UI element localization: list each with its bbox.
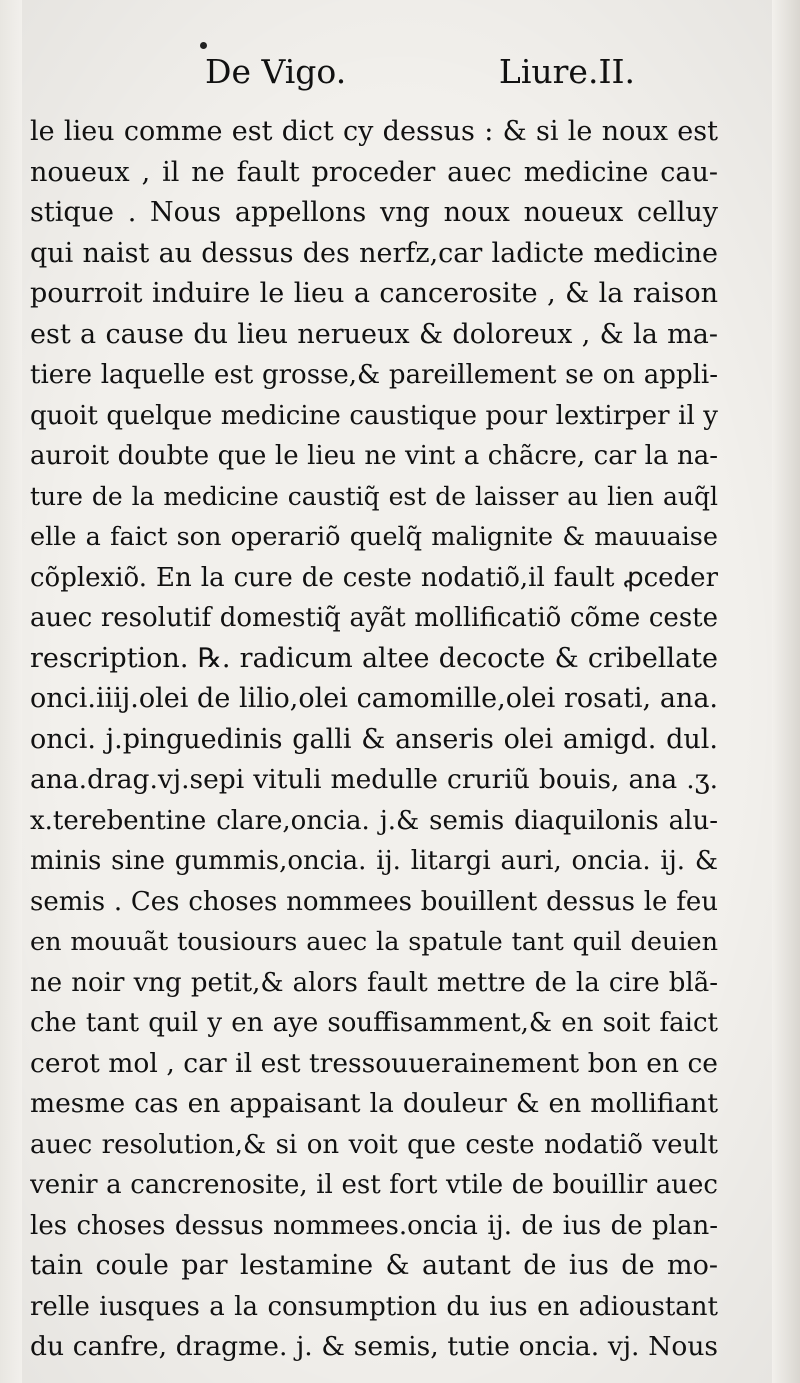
text-line: quoit quelque medicine caustique pour lextirper il y <box>30 400 718 431</box>
text-line: cõplexiõ. En la cure de ceste nodatiõ,il fault ꝓceder <box>30 562 718 593</box>
text-line: les choses dessus nommees.oncia ij. de ius de plan- <box>30 1210 718 1241</box>
page-header <box>205 52 635 102</box>
text-line: che tant quil y en aye souffisamment,& en soit faict <box>30 1008 718 1038</box>
text-line: onci. j.pinguedinis galli & anseris olei amigd. dul. <box>30 723 718 755</box>
text-line: en mouuãt tousiours auec la spatule tant quil deuien <box>30 927 718 957</box>
book-number: Liure.II. <box>498 52 635 91</box>
page-gutter-shadow <box>0 0 22 1383</box>
running-title: De Vigo. <box>205 52 347 91</box>
text-line: minis sine gummis,oncia. ij. litargi auri, oncia. ij. & <box>30 846 718 876</box>
text-line: venir a cancrenosite, il est fort vtile de bouillir auec <box>30 1170 718 1200</box>
text-line: rescription. ℞. radicum altee decocte & cribellate <box>30 642 718 674</box>
text-line: elle a faict son operariõ quelq̃ malignite & mauuaise <box>30 522 718 552</box>
text-line: mesme cas en appaisant la douleur & en mollifiant <box>30 1088 718 1119</box>
text-line: x.terebentine clare,oncia. j.& semis diaquilonis alu- <box>30 805 718 836</box>
text-line: tiere laquelle est grosse,& pareillement se on appli- <box>30 360 718 390</box>
page-edge-shadow <box>772 0 800 1383</box>
text-line: tain coule par lestamine & autant de ius de mo- <box>30 1250 718 1281</box>
text-line: auroit doubte que le lieu ne vint a chãcre, car la na- <box>30 441 718 471</box>
text-line: stique . Nous appellons vng noux noueux celluy <box>30 197 718 228</box>
text-line: ture de la medicine caustiq̃ est de laisser au lien auq̃l <box>30 481 718 511</box>
text-line: onci.iiij.olei de lilio,olei camomille,olei rosati, ana. <box>30 683 718 714</box>
text-line: auec resolution,& si on voit que ceste nodatiõ veult <box>30 1129 718 1160</box>
text-line: auec resolutif domestiq̃ ayãt mollificatiõ cõme ceste <box>30 603 718 633</box>
body-text <box>30 112 718 1368</box>
text-line: relle iusques a la consumption du ius en adioustant <box>30 1291 718 1322</box>
text-line: du canfre, dragme. j. & semis, tutie oncia. vj. Nous <box>30 1331 718 1362</box>
printer-ornament <box>200 42 207 49</box>
text-line: le lieu comme est dict cy dessus : & si le noux est <box>30 116 718 147</box>
text-line: pourroit induire le lieu a cancerosite , & la raison <box>30 278 718 309</box>
text-line: noueux , il ne fault proceder auec medicine cau- <box>30 156 718 188</box>
text-line: semis . Ces choses nommees bouillent dessus le feu <box>30 886 718 917</box>
text-line: cerot mol , car il est tressouuerainement bon en ce <box>30 1047 718 1079</box>
text-line: est a cause du lieu nerueux & doloreux , & la ma- <box>30 318 718 350</box>
text-line: ana.drag.vj.sepi vituli medulle cruriũ bouis, ana .ʒ. <box>30 764 718 795</box>
text-line: ne noir vng petit,& alors fault mettre de la cire blã- <box>30 967 718 998</box>
text-line: qui naist au dessus des nerfz,car ladicte medicine <box>30 237 718 269</box>
